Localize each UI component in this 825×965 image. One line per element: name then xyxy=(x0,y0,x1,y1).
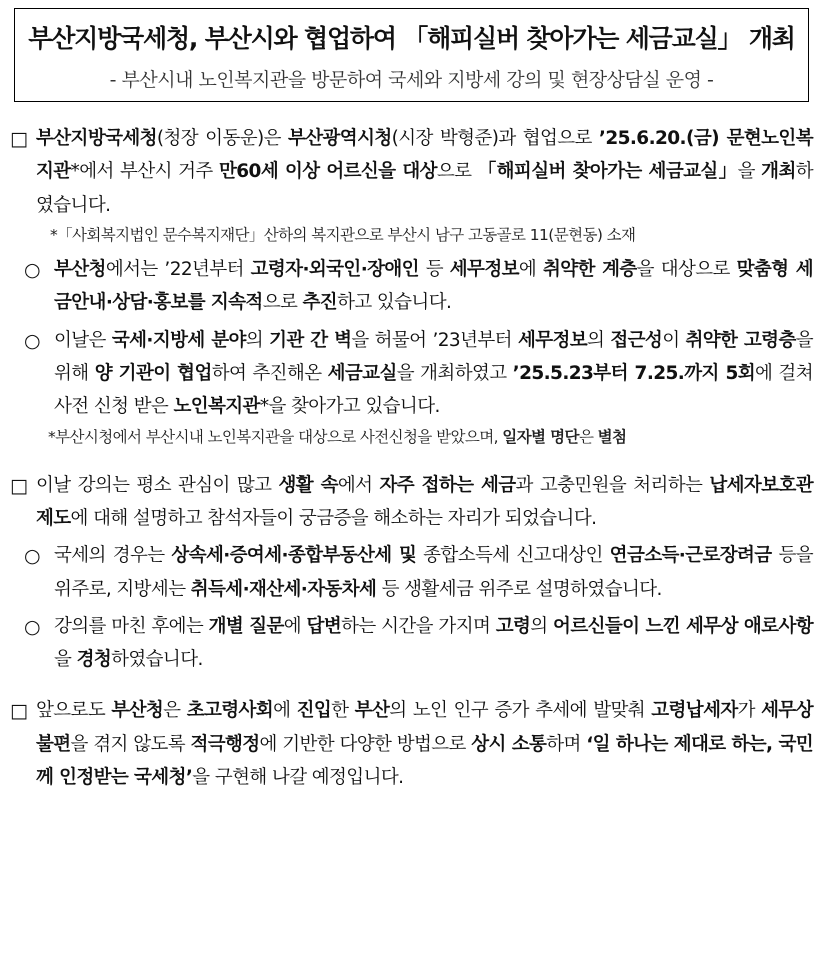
text-span: 취득세·재산세·자동차세 xyxy=(190,578,377,600)
asterisk-mark: * xyxy=(50,225,58,244)
text-span: 고령자·외국인·장애인 xyxy=(250,259,419,281)
text-span: 맞춤형 세금안내·상담·홍보를 지속적 xyxy=(54,259,813,314)
text-span: 추진 xyxy=(302,292,338,314)
text-span: 고령 xyxy=(495,615,531,637)
text-span: 을 대상으로 xyxy=(636,259,737,281)
text-span: 세금교실 xyxy=(327,362,397,384)
text-span: 가 xyxy=(737,700,762,722)
paragraph-overview xyxy=(0,122,825,222)
footnote-venue xyxy=(0,222,825,249)
text-span: ’25.6.20.(금) 문현노인복지관 xyxy=(36,128,813,183)
text-span: 에 기반한 다양한 방법으로 xyxy=(259,733,472,755)
circle-bullet-icon: ○ xyxy=(24,259,40,282)
text-span: 연금소득·근로장려금 xyxy=(609,545,772,567)
text-span: 을 xyxy=(737,161,762,183)
text-span: 이 xyxy=(662,329,686,351)
text-span: *을 찾아가고 있습니다. xyxy=(259,396,440,418)
footnote-text: 은 xyxy=(578,427,598,446)
footnote-text: 부산시청에서 부산시내 노인복지관을 대상으로 사전신청을 받았으며, xyxy=(55,427,503,446)
text-span: 으로 xyxy=(436,161,478,183)
subparagraph-history xyxy=(0,253,825,320)
text-span: 에서 xyxy=(337,474,380,496)
circle-bullet-icon: ○ xyxy=(24,545,40,568)
square-bullet-icon: □ xyxy=(10,474,28,497)
text-span: 의 xyxy=(530,615,554,637)
text-span: 으로 xyxy=(262,292,303,314)
text-span: 상시 소통 xyxy=(471,733,547,755)
text-span: 「해피실버 찾아가는 세금교실」 xyxy=(477,161,738,183)
circle-bullet-icon: ○ xyxy=(24,329,40,352)
text-span: 부산 xyxy=(354,700,390,722)
text-span: 국세·지방세 분야 xyxy=(111,329,246,351)
paragraph-future-plan xyxy=(0,694,825,794)
text-span: 경청 xyxy=(76,649,112,671)
text-span: 부산지방국세청 xyxy=(36,128,157,149)
footnote-attachment xyxy=(0,424,825,451)
text-span: 의 xyxy=(245,329,270,351)
text-span: 에 대해 설명하고 참석자들이 궁금증을 해소하는 자리가 되었습니다. xyxy=(70,507,597,529)
text-span: 취약한 계층 xyxy=(542,259,637,281)
document-title: 부산지방국세청, 부산시와 협업하여 「해피실버 찾아가는 세금교실」 개최 xyxy=(28,24,795,53)
text-span: 국세의 경우는 xyxy=(54,545,172,567)
text-span: 고령납세자 xyxy=(651,700,738,722)
square-bullet-icon: □ xyxy=(10,700,28,723)
paragraph-lecture xyxy=(0,469,825,536)
text-span: 등 xyxy=(418,259,450,281)
text-span: 종합소득세 신고대상인 xyxy=(416,545,610,567)
text-span: 생활 속 xyxy=(278,474,338,496)
subparagraph-collaboration xyxy=(0,324,825,424)
text-span: 을 허물어 ’23년부터 xyxy=(351,329,518,351)
text-span: 접근성 xyxy=(610,329,663,351)
text-span: 과 고충민원을 처리하는 xyxy=(515,474,710,496)
circle-bullet-icon: ○ xyxy=(24,615,40,638)
document-body xyxy=(0,122,825,794)
text-span: 개최 xyxy=(761,161,796,183)
text-span: 상속세·증여세·종합부동산세 및 xyxy=(171,545,417,567)
text-span: 은 xyxy=(163,700,187,722)
text-span: 앞으로도 xyxy=(36,700,112,722)
text-span: 에 xyxy=(518,259,543,281)
text-span: ‘일 하나는 제대로 하는, 국민께 인정받는 국세청’ xyxy=(36,733,814,788)
subparagraph-tax-topics xyxy=(0,539,825,606)
text-span: 답변 xyxy=(306,615,342,637)
text-span: 만60세 이상 어르신을 대상 xyxy=(219,161,437,183)
text-span: 에 걸쳐 사전 신청 받은 xyxy=(54,362,813,418)
text-span: 부산광역시청 xyxy=(287,128,392,149)
text-span: 하는 시간을 가지며 xyxy=(341,615,496,637)
title-box xyxy=(14,8,809,102)
text-span: (시장 박형준)과 협업으로 xyxy=(391,128,599,149)
text-span: 을 구현해 나갈 예정입니다. xyxy=(192,767,404,788)
text-span: 하여 추진해온 xyxy=(211,362,328,384)
text-span: 을 겪지 않도록 xyxy=(70,733,191,755)
text-span: 세무상 불편 xyxy=(36,700,813,755)
text-span: 하였습니다. xyxy=(36,161,813,216)
text-span: 의 xyxy=(587,329,611,351)
text-span: 강의를 마친 후에는 xyxy=(54,615,209,637)
text-span: 의 노인 인구 증가 추세에 발맞춰 xyxy=(389,700,652,722)
document-subtitle: - 부산시내 노인복지관을 방문하여 국세와 지방세 강의 및 현장상담실 운영 - xyxy=(109,69,714,91)
text-span: 세무정보 xyxy=(517,329,588,351)
text-span: *에서 부산시 거주 xyxy=(70,161,220,183)
text-span: 을 xyxy=(54,649,77,671)
text-span: 취약한 고령층 xyxy=(685,329,796,351)
text-span: 납세자보호관 제도 xyxy=(36,474,813,529)
text-span: 하며 xyxy=(546,733,587,755)
text-span: 세무정보 xyxy=(449,259,519,281)
text-span: 노인복지관 xyxy=(173,396,260,418)
text-span: 이날 강의는 평소 관심이 많고 xyxy=(36,474,279,496)
subparagraph-qna xyxy=(0,610,825,677)
footnote-bold: 일자별 명단 xyxy=(502,427,579,446)
text-span: 에 xyxy=(273,700,297,722)
square-bullet-icon: □ xyxy=(10,128,28,150)
text-span: 부산청 xyxy=(111,700,164,722)
text-span: (청장 이동운)은 xyxy=(156,128,288,149)
text-span: 에 xyxy=(283,615,307,637)
text-span: 개별 질문 xyxy=(208,615,284,637)
text-span: 한 xyxy=(331,700,355,722)
text-span: 을 위해 xyxy=(54,329,813,384)
footnote-text: 「사회복지법인 문수복지재단」산하의 복지관으로 부산시 남구 고동골로 11(문현동) 소재 xyxy=(57,225,636,244)
text-span: 등을 위주로, 지방세는 xyxy=(54,545,813,600)
text-span: 적극행정 xyxy=(190,733,260,755)
text-span: 양 기관이 협업 xyxy=(94,362,212,384)
asterisk-mark: * xyxy=(48,427,56,446)
text-span: 진입 xyxy=(296,700,332,722)
text-span: 하였습니다. xyxy=(111,649,203,671)
text-span: 부산청 xyxy=(54,259,106,281)
text-span: 어르신들이 느낀 세무상 애로사항 xyxy=(553,615,813,637)
text-span: 하고 있습니다. xyxy=(337,292,452,314)
text-span: 에서는 ’22년부터 xyxy=(105,259,251,281)
footnote-bold: 별첨 xyxy=(597,427,627,446)
text-span: 이날은 xyxy=(54,329,112,351)
text-span: 등 생활세금 위주로 설명하였습니다. xyxy=(376,578,662,600)
text-span: 기관 간 벽 xyxy=(269,329,352,351)
text-span: 자주 접하는 세금 xyxy=(379,474,516,496)
text-span: ’25.5.23부터 7.25.까지 5회 xyxy=(512,362,756,384)
text-span: 초고령사회 xyxy=(186,700,274,722)
text-span: 을 개최하였고 xyxy=(396,362,513,384)
